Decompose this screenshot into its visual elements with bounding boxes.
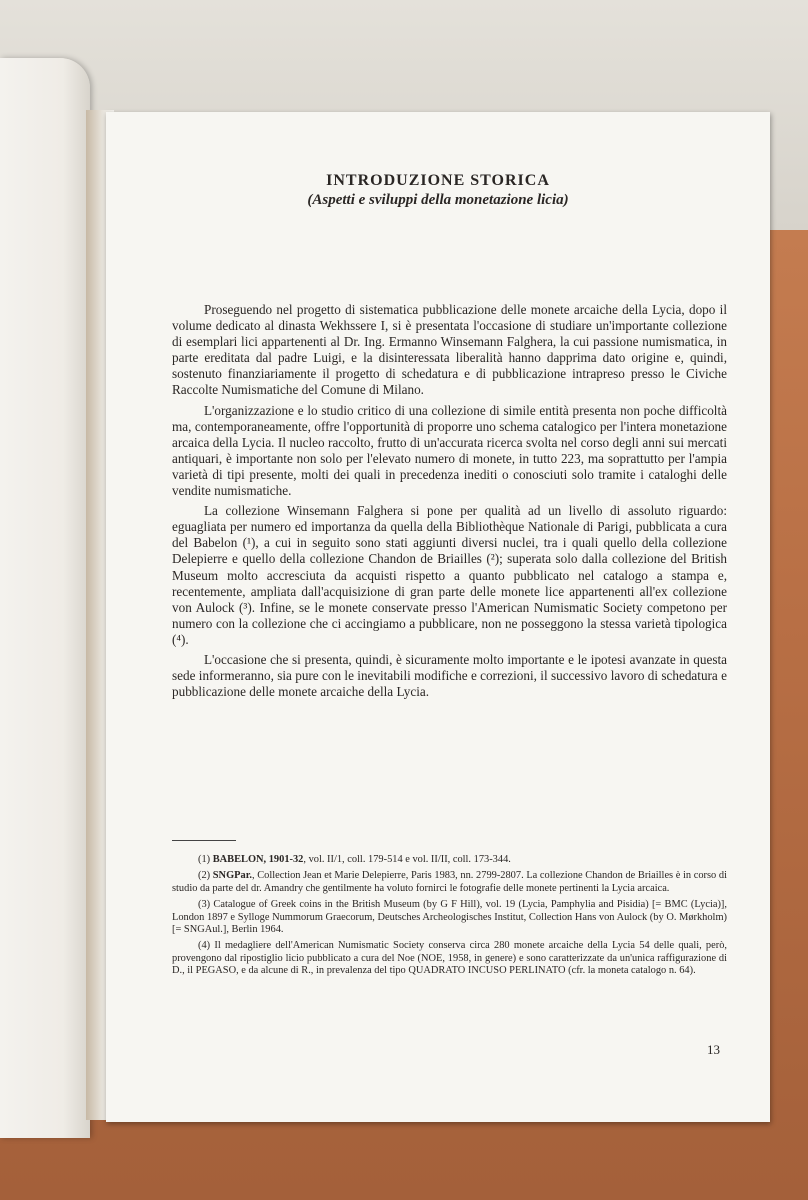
- left-page-edge: [0, 58, 90, 1138]
- footnote-1-number: (1): [198, 854, 211, 865]
- page-number: 13: [707, 1042, 720, 1057]
- footnote-3-number: (3): [198, 899, 211, 911]
- footnote-2-number: (2): [198, 870, 211, 882]
- footnote-1: [172, 854, 727, 866]
- footnote-2-text: , Collection Jean et Marie Delepierre, Paris 1983, nn. 2799-2807. La collezione Chandon de Briailles è in corso di studio da parte del dr. Amandry che gentilmente ha voluto fornirci le fotografie delle monete pertinenti la Lycia arcaica.: [172, 870, 727, 894]
- paragraph-4: L'occasione che si presenta, quindi, è sicuramente molto importante e le ipotesi avanzate in questa sede informeranno, sia pure con le inevitabili modifiche e correzioni, il successivo lavoro di schedatura e pubblicazione delle monete arcaiche della Lycia.: [172, 651, 727, 700]
- footnote-2: [172, 870, 727, 895]
- book-page: [106, 112, 770, 1122]
- paragraph-1: Proseguendo nel progetto di sistematica pubblicazione delle monete arcaiche della Lycia, dopo il volume dedicato al dinasta Wekhssere I, si è presentata l'occasione di studiare un'importante collezione di esemplari lici appartenenti al Dr. Ing. Ermanno Winsemann Falghera, la cui passione numismatica, in parte ereditata dal padre Luigi, e la disinteressata liberalità hanno dapprima dato origine e, quindi, sostenuto finanziariamente il progetto di schedatura e di pubblicazione intrapreso presso le Civiche Raccolte Numismatiche del Comune di Milano.: [172, 302, 727, 398]
- footnotes: [172, 854, 727, 982]
- footnote-3: [172, 899, 727, 936]
- footnote-4-number: (4): [198, 940, 211, 952]
- page-title: INTRODUZIONE STORICA: [326, 172, 550, 189]
- footnote-3-text: Catalogue of Greek coins in the British Museum (by G F Hill), vol. 19 (Lycia, Pamphylia and Pisidia) [= BMC (Lycia)], London 1897 e Sylloge Nummorum Graecorum, Deutsches Archeologisches Institut, Collection Hans von Aulock (by O. Mørkholm) [= SNGAul.], Berlin 1964.: [172, 899, 727, 936]
- footnote-4-text: Il medagliere dell'American Numismatic Society conserva circa 280 monete arcaiche della Lycia 54 delle quali, però, provengono dal ripostiglio licio pubblicato a cura del Noe (NOE, 1958, in genere) e sono caratterizzate da un'unica raffigurazione di D., il PEGASO, e da alcune di R., in prevalenza del tipo QUADRATO INCUSO PERLINATO (cfr. la moneta catalogo n. 64).: [172, 940, 727, 977]
- footnote-1-ref: BABELON, 1901-32: [212, 854, 304, 865]
- footnote-1-text: , vol. II/1, coll. 179-514 e vol. II/II, coll. 173-344.: [303, 854, 511, 865]
- footnote-divider: [172, 840, 236, 841]
- footnote-2-ref: SNGPar.: [212, 870, 252, 882]
- page-subtitle: (Aspetti e sviluppi della monetazione licia): [307, 192, 569, 208]
- paragraph-3: La collezione Winsemann Falghera si pone per qualità ad un livello di assoluto riguardo: eguagliata per numero ed importanza da quella della Bibliothèque Nationale di Parigi, pubblicata a cura del Babelon (¹), a cui in seguito sono stati aggiunti diversi nuclei, tra i quali quello della collezione Delepierre e quello della collezione Chandon de Briailles (²); superata solo dalla collezione del British Museum molto accresciuta da acquisti rispetto a quanto pubblicato nel catalogo a stampa e, recentemente, ampliata dall'acquisizione di gran parte delle monete lice appartenenti all'ex collezione von Aulock (³). Infine, se le monete conservate presso l'American Numismatic Society competono per numero con la collezione che ci accingiamo a pubblicare, non ne posseggono la stessa varietà tipologica (⁴).: [172, 503, 727, 647]
- body-text: [172, 302, 727, 704]
- paragraph-2: L'organizzazione e lo studio critico di una collezione di simile entità presenta non poche difficoltà ma, contemporaneamente, offre l'opportunità di proporre uno schema catalogico per l'intera monetazione arcaica della Lycia. Il nucleo raccolto, frutto di un'accurata ricerca svolta nel corso degli anni sui mercati antiquari, è importante non solo per l'elevato numero di monete, in tutto 223, ma soprattutto per l'ampia varietà di tipi presente, molti dei quali in precedenza inediti o conosciuti solo tramite i cataloghi delle vendite numismatiche.: [172, 402, 727, 499]
- footnote-4: [172, 940, 727, 977]
